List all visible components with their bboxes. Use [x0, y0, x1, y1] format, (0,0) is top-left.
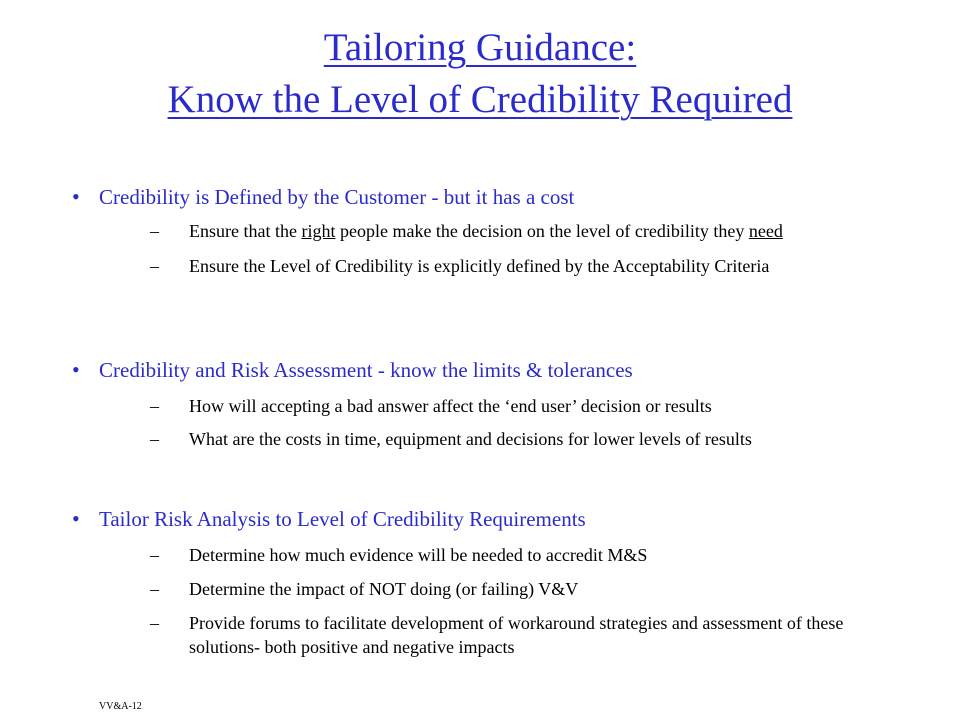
bullet-3-text: Tailor Risk Analysis to Level of Credibility Requirements [99, 507, 586, 531]
bullet-marker: • [72, 357, 80, 382]
bullet-marker: • [72, 506, 80, 531]
emphasis-need: need [748, 221, 783, 241]
sub-bullet-dash: – [150, 396, 159, 416]
bullet-1-text: Credibility is Defined by the Customer - but it has a cost [99, 185, 575, 209]
sub-bullet-dash: – [150, 221, 159, 241]
sub-bullet-1-2 [0, 254, 960, 278]
bullet-group-2 [0, 356, 960, 451]
bullet-2-text: Credibility and Risk Assessment - know the limits & tolerances [99, 358, 633, 382]
sub-bullet-dash: – [150, 256, 159, 276]
sub-bullet-dash: – [150, 613, 159, 633]
sub-bullet-dash: – [150, 429, 159, 449]
title-line-2: Know the Level of Credibility Required [167, 78, 793, 121]
title-line-1: Tailoring Guidance: [323, 26, 637, 69]
bullet-group-3 [0, 505, 960, 659]
sub-bullet-3-1-text: Determine how much evidence will be needed to accredit M&S [189, 545, 648, 565]
sub-bullet-3-3-text: Provide forums to facilitate development of workaround strategies and assessment of these solutions- both positive and negative impacts [189, 613, 844, 657]
sub-bullet-2-1-text: How will accepting a bad answer affect the ‘end user’ decision or results [189, 396, 712, 416]
emphasis-right: right [301, 221, 336, 241]
sub-bullet-1-1 [0, 219, 960, 243]
sub-bullet-dash: – [150, 545, 159, 565]
sub-bullet-2-2-text: What are the costs in time, equipment and decisions for lower levels of results [189, 429, 752, 449]
sub-bullet-dash: – [150, 579, 159, 599]
sub-bullet-1-2-text: Ensure the Level of Credibility is explicitly defined by the Acceptability Criteria [189, 256, 770, 276]
sub-bullet-2-1 [0, 394, 960, 418]
sub-bullet-3-2 [0, 577, 960, 601]
sub-bullet-3-2-text: Determine the impact of NOT doing (or failing) V&V [189, 579, 579, 599]
text-segment: Ensure that the [189, 221, 302, 241]
bullet-group-1 [0, 183, 960, 278]
slide-footer-id: VV&A-12 [99, 701, 142, 712]
text-segment: people make the decision on the level of credibility they [335, 221, 749, 241]
sub-bullet-3-1 [0, 543, 960, 567]
sub-bullet-2-2 [0, 427, 960, 451]
bullet-marker: • [72, 184, 80, 209]
sub-bullet-1-1-text [189, 219, 879, 243]
sub-bullet-3-3 [0, 611, 960, 659]
